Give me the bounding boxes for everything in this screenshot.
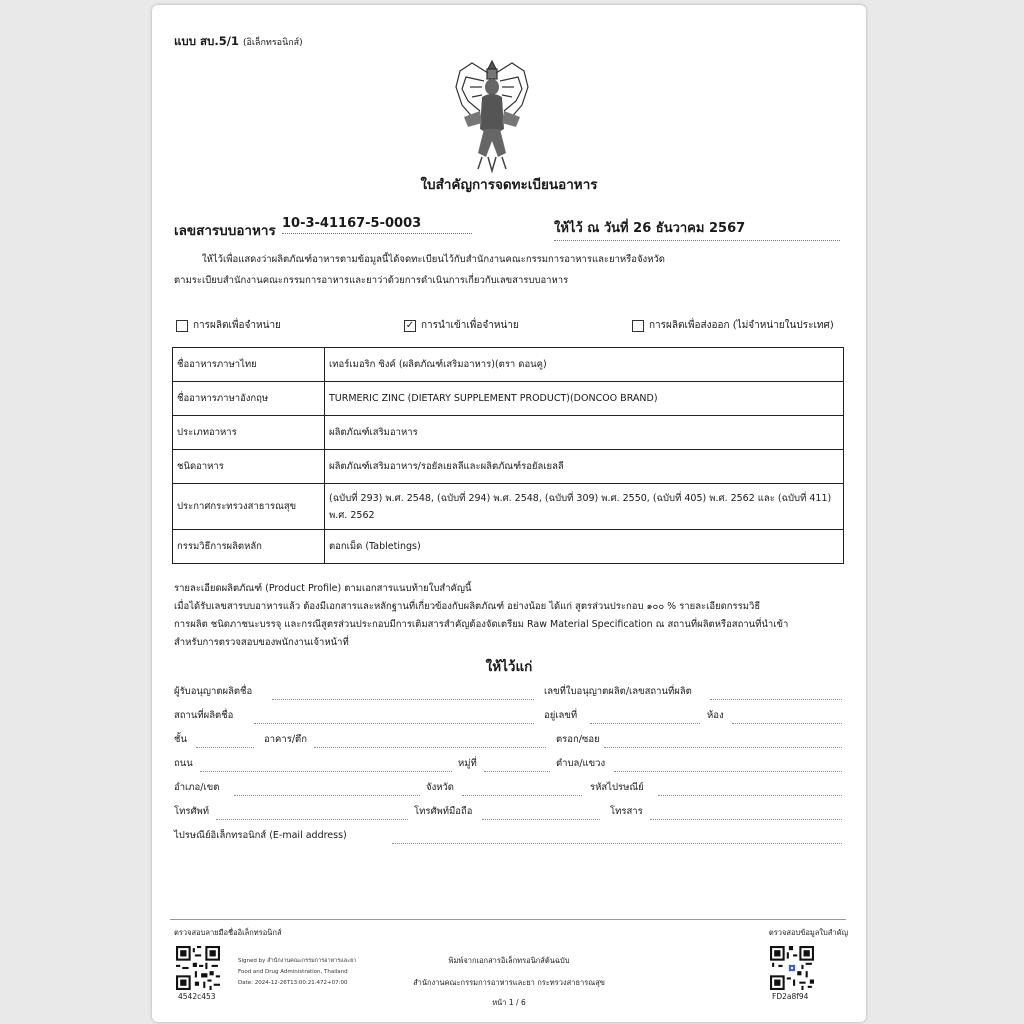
phone-line	[216, 819, 408, 820]
postcode-line	[658, 795, 842, 796]
subdistrict-line	[614, 771, 842, 772]
row-key: ชนิดอาหาร	[173, 450, 325, 484]
page-number: หน้า 1 / 6	[492, 998, 526, 1007]
moo-label: หมู่ที่	[458, 758, 477, 769]
subdistrict-label: ตำบล/แขวง	[556, 758, 606, 769]
province-label: จังหวัด	[426, 782, 454, 793]
email-line	[392, 843, 842, 844]
road-label: ถนน	[174, 758, 193, 769]
building-line	[314, 747, 546, 748]
checkbox-box	[176, 320, 188, 332]
row-key: ประเภทอาหาร	[173, 416, 325, 450]
certificate-page	[152, 5, 866, 1022]
issue-date: ให้ไว้ ณ วันที่ 26 ธันวาคม 2567	[554, 217, 840, 241]
registration-label: เลขสารบบอาหาร	[174, 223, 276, 239]
row-value: เทอร์เมอริก ซิงค์ (ผลิตภัณฑ์เสริมอาหาร)(ตรา ดอนคู)	[325, 348, 844, 382]
details-line-3: การผลิต ชนิดภาชนะบรรจุ และกรณีสูตรส่วนประกอบมีการเติมสารสำคัญต้องจัดเตรียม Raw Material Specification ณ สถานที่ผลิตหรือสถานที่นำเข้า	[174, 619, 789, 630]
row-value: ผลิตภัณฑ์เสริมอาหาร/รอยัลเยลลีและผลิตภัณฑ์รอยัลเยลลี	[325, 450, 844, 484]
row-value: TURMERIC ZINC (DIETARY SUPPLEMENT PRODUCT)(DONCOO BRAND)	[325, 382, 844, 416]
row-value: (ฉบับที่ 293) พ.ศ. 2548, (ฉบับที่ 294) พ.ศ. 2548, (ฉบับที่ 309) พ.ศ. 2550, (ฉบับที่ 405) พ.ศ. 2562 และ (ฉบับที่ 411) พ.ศ. 2562	[325, 484, 844, 530]
footer-divider	[170, 919, 846, 920]
email-label: ไปรษณีย์อิเล็กทรอนิกส์ (E-mail address)	[174, 830, 347, 841]
row-key: ประกาศกระทรวงสาธารณสุข	[173, 484, 325, 530]
license-no-line	[710, 699, 842, 700]
table-row	[173, 530, 844, 564]
signed-org: Food and Drug Administration, Thailand	[238, 969, 348, 975]
form-code: แบบ สบ.5/1 (อิเล็กทรอนิกส์)	[174, 34, 303, 48]
table-row	[173, 348, 844, 382]
district-label: อำเภอ/เขต	[174, 782, 220, 793]
check-mark-icon: ✓	[405, 319, 415, 331]
qr-left-code: 4542c453	[178, 992, 216, 1001]
district-line	[234, 795, 420, 796]
room-label: ห้อง	[707, 710, 724, 721]
alley-label: ตรอก/ซอย	[556, 734, 600, 745]
province-line	[462, 795, 582, 796]
road-line	[200, 771, 452, 772]
intro-line-2: ตามระเบียบสำนักงานคณะกรรมการอาหารและยาว่าด้วยการดำเนินการเกี่ยวกับเลขสารบบอาหาร	[174, 275, 569, 286]
signed-by: Signed by สำนักงานคณะกรรมการอาหารและยา	[238, 958, 357, 964]
mobile-line	[482, 819, 600, 820]
table-row	[173, 484, 844, 530]
room-line	[732, 723, 842, 724]
table-row	[173, 416, 844, 450]
signed-date: Date: 2024-12-26T13:00:21.472+07:00	[238, 980, 348, 986]
licensee-line	[272, 699, 534, 700]
printed-from: พิมพ์จากเอกสารอิเล็กทรอนิกส์ต้นฉบับ	[448, 956, 570, 965]
table-row	[173, 382, 844, 416]
checkbox-import-for-sale: ✓ การนำเข้าเพื่อจำหน่าย	[405, 319, 519, 331]
table-row	[173, 450, 844, 484]
floor-line	[196, 747, 254, 748]
license-no-label: เลขที่ใบอนุญาตผลิต/เลขสถานที่ผลิต	[544, 686, 692, 697]
verify-data-label: ตรวจสอบข้อมูลใบสำคัญ	[768, 928, 848, 937]
product-info-table	[172, 347, 844, 564]
fax-label: โทรสาร	[610, 806, 643, 817]
row-key: ชื่ออาหารภาษาไทย	[173, 348, 325, 382]
row-value: ผลิตภัณฑ์เสริมอาหาร	[325, 416, 844, 450]
site-name-line	[254, 723, 534, 724]
mobile-label: โทรศัพท์มือถือ	[414, 806, 473, 817]
give-to-heading: ให้ไว้แก่	[485, 659, 533, 675]
qr-code-verify-icon[interactable]	[770, 946, 814, 990]
moo-line	[484, 771, 550, 772]
verify-signature-label: ตรวจสอบลายมือชื่ออิเล็กทรอนิกส์	[174, 928, 282, 937]
row-key: กรรมวิธีการผลิตหลัก	[173, 530, 325, 564]
form-code-note: (อิเล็กทรอนิกส์)	[242, 38, 303, 48]
agency-name: สำนักงานคณะกรรมการอาหารและยา กระทรวงสาธารณสุข	[413, 978, 605, 987]
fax-line	[650, 819, 842, 820]
address-no-line	[590, 723, 700, 724]
address-no-label: อยู่เลขที่	[544, 710, 578, 721]
details-line-2: เมื่อได้รับเลขสารบบอาหารแล้ว ต้องมีเอกสารและหลักฐานที่เกี่ยวข้องกับผลิตภัณฑ์ อย่างน้อย ได้แก่ สูตรส่วนประกอบ ๑๐๐ % รายละเอียดกรรมวิธี	[174, 601, 761, 612]
details-line-4: สำหรับการตรวจสอบของพนักงานเจ้าหน้าที่	[174, 637, 349, 648]
document-title: ใบสำคัญการจดทะเบียนอาหาร	[420, 177, 598, 193]
floor-label: ชั้น	[174, 734, 187, 745]
alley-line	[604, 747, 842, 748]
building-label: อาคาร/ตึก	[264, 734, 307, 745]
garuda-emblem-icon	[452, 57, 532, 173]
intro-line-1: ให้ไว้เพื่อแสดงว่าผลิตภัณฑ์อาหารตามข้อมูลนี้ได้จดทะเบียนไว้กับสำนักงานคณะกรรมการอาหารและยาหรือจังหวัด	[202, 254, 665, 265]
checkbox-produce-for-sale: การผลิตเพื่อจำหน่าย	[176, 318, 281, 333]
row-value: ตอกเม็ด (Tabletings)	[325, 530, 844, 564]
qr-right-code: FD2a8f94	[772, 992, 809, 1001]
row-key: ชื่ออาหารภาษาอังกฤษ	[173, 382, 325, 416]
postcode-label: รหัสไปรษณีย์	[590, 782, 644, 793]
licensee-label: ผู้รับอนุญาตผลิตชื่อ	[174, 686, 253, 697]
checkbox-produce-for-export: การผลิตเพื่อส่งออก (ไม่จำหน่ายในประเทศ)	[632, 318, 834, 333]
checkbox-box	[632, 320, 644, 332]
site-name-label: สถานที่ผลิตชื่อ	[174, 710, 234, 721]
registration-number: 10-3-41167-5-0003	[282, 216, 472, 234]
phone-label: โทรศัพท์	[174, 806, 210, 817]
details-line-1: รายละเอียดผลิตภัณฑ์ (Product Profile) ตามเอกสารแนบท้ายใบสำคัญนี้	[174, 583, 472, 594]
